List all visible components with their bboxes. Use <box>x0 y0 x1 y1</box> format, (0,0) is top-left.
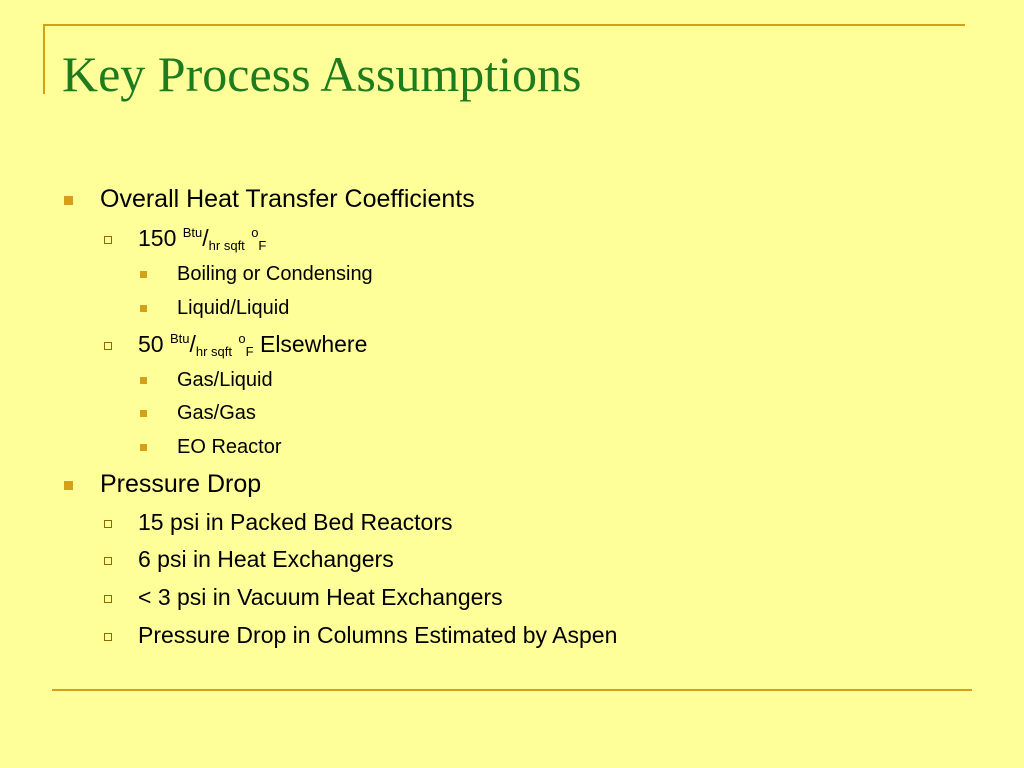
heat-transfer-heading: Overall Heat Transfer Coefficients <box>100 185 475 213</box>
square-bullet-icon <box>140 444 147 451</box>
bullet-boiling <box>177 262 373 286</box>
top-rule <box>43 24 965 26</box>
bullet-pressure-item <box>138 508 453 536</box>
bullet-pressure-drop <box>100 469 261 499</box>
coef-50-num-unit: Btu <box>169 331 190 346</box>
coef-50-den-unit: hr sqft <box>195 344 233 359</box>
coef-150-slash: / <box>202 225 209 251</box>
square-bullet-icon <box>64 196 73 205</box>
bullet-gas-gas <box>177 401 256 425</box>
pressure-item-text: 6 psi in Heat Exchangers <box>138 546 394 572</box>
hollow-square-bullet-icon <box>104 236 112 244</box>
bullet-pressure-item <box>138 545 394 573</box>
coef-50-item: EO Reactor <box>177 436 282 458</box>
coef-150-item: Liquid/Liquid <box>177 297 290 319</box>
coef-50-item: Gas/Liquid <box>177 369 273 391</box>
left-rule <box>43 24 45 94</box>
coef-150-den-unit: hr sqft <box>208 238 245 253</box>
square-bullet-icon <box>140 305 147 312</box>
pressure-item-text: Pressure Drop in Columns Estimated by Aspen <box>138 622 618 648</box>
bullet-pressure-item <box>138 621 617 649</box>
bullet-heat-transfer <box>100 184 475 214</box>
coef-50-suffix: Elsewhere <box>259 331 368 357</box>
square-bullet-icon <box>140 410 147 417</box>
square-bullet-icon <box>140 271 147 278</box>
square-bullet-icon <box>64 481 73 490</box>
coef-50-value: 50 <box>138 331 164 357</box>
coef-150-num-unit: Btu <box>182 225 203 240</box>
coef-150-degree: o <box>251 225 259 240</box>
bullet-eo-reactor <box>177 435 281 459</box>
bullet-coef-150 <box>138 224 266 252</box>
bottom-rule <box>52 689 972 691</box>
coef-150-f: F <box>258 238 267 253</box>
hollow-square-bullet-icon <box>104 595 112 603</box>
bullet-liquid-liquid <box>177 296 289 320</box>
coef-150-item: Boiling or Condensing <box>177 263 373 285</box>
hollow-square-bullet-icon <box>104 633 112 641</box>
hollow-square-bullet-icon <box>104 342 112 350</box>
square-bullet-icon <box>140 377 147 384</box>
coef-50-degree: o <box>238 331 246 346</box>
hollow-square-bullet-icon <box>104 520 112 528</box>
slide-title: Key Process Assumptions <box>62 46 582 102</box>
pressure-item-text: 15 psi in Packed Bed Reactors <box>138 509 453 535</box>
pressure-item-text: < 3 psi in Vacuum Heat Exchangers <box>138 584 503 610</box>
coef-50-slash: / <box>189 331 196 357</box>
pressure-heading: Pressure Drop <box>100 470 262 498</box>
bullet-coef-50 <box>138 330 367 358</box>
coef-50-item: Gas/Gas <box>177 402 256 424</box>
hollow-square-bullet-icon <box>104 557 112 565</box>
coef-50-f: F <box>245 344 254 359</box>
bullet-pressure-item <box>138 583 503 611</box>
coef-150-value: 150 <box>138 225 177 251</box>
bullet-gas-liquid <box>177 368 273 392</box>
